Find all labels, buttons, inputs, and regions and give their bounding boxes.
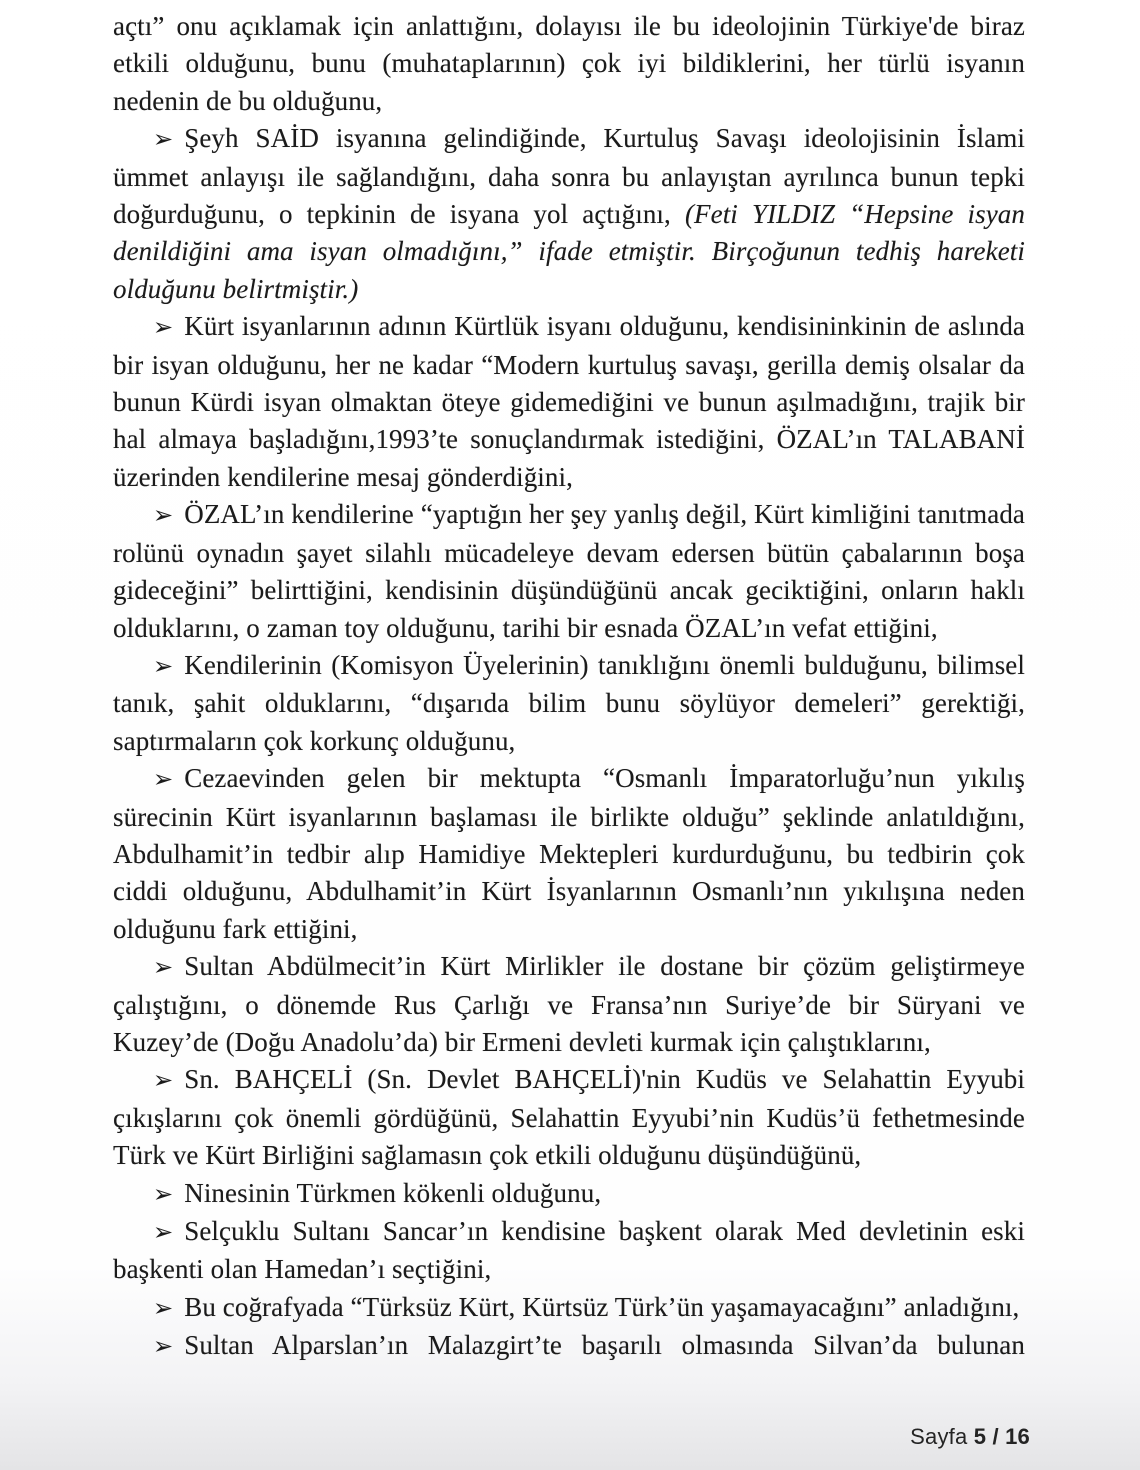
paragraph-text: Kürt isyanlarının adının Kürtlük isyanı olduğunu, kendisininkinin de aslında bir isyan olduğunu, her ne kadar “Modern kurtuluş savaşı, gerilla demiş olsalar da bunun Kürdi isyan olmaktan öteye gidemediğini ve bunun aşılmadığını, trajik bir hal almaya başladığını,1993’te sonuçlandırmak istediğini, ÖZAL’ın TALABANİ üzerinden kendilerine mesaj gönderdiğini, (113, 311, 1025, 492)
arrowhead-bullet-icon: ➢ (153, 1293, 174, 1322)
page-number: 5 / 16 (973, 1424, 1030, 1449)
paragraph-continuation (113, 8, 1025, 120)
paragraph-text: Ninesinin Türkmen kökenli olduğunu, (184, 1177, 602, 1208)
bullet-paragraph (113, 1289, 1025, 1327)
bullet-paragraph (113, 496, 1025, 647)
paragraph-text: Sultan Alparslan’ın Malazgirt’te başarılı olmasında Silvan’da bulunan (184, 1330, 1025, 1361)
arrowhead-bullet-icon: ➢ (153, 953, 174, 982)
page-footer-label: Sayfa (910, 1424, 968, 1449)
paragraph-text: Cezaevinden gelen bir mektupta “Osmanlı İmparatorluğu’nun yıkılış sürecinin Kürt isyanlarının başlaması ile birlikte olduğu” şeklinde anlatıldığını, Abdulhamit’in tedbir alıp Hamidiye Mektepleri kurdurduğunu, bu tedbirin çok ciddi olduğunu, Abdulhamit’in Kürt İsyanlarının Osmanlı’nın yıkılışına neden olduğunu fark ettiğini, (113, 763, 1025, 944)
paragraph-italic-note: (Feti YILDIZ “Hepsine isyan denildiğini ama isyan olmadığını,” ifade etmiştir. Birçoğunun tedhiş hareketi olduğunu belirtmiştir.) (113, 199, 1025, 304)
bullet-paragraph (113, 647, 1025, 760)
paragraph-text: Şeyh SAİD isyanına gelindiğinde, Kurtuluş Savaşı ideolojisinin İslami ümmet anlayışı ile sağlandığını, daha sonra bu anlayıştan ayrılınca bunun tepki doğurduğunu, o tepkinin de isyana yol açtığını, (113, 123, 1025, 230)
paragraph-text: Bu coğrafyada “Türksüz Kürt, Kürtsüz Türk’ün yaşamayacağını” anladığını, (184, 1291, 1020, 1322)
paragraph-text: Selçuklu Sultanı Sancar’ın kendisine başkent olarak Med devletinin eski başkenti olan Hamedan’ı seçtiğini, (113, 1216, 1025, 1285)
bullet-paragraph (113, 120, 1025, 308)
paragraph-text: Kendilerinin (Komisyon Üyelerinin) tanıklığını önemli bulduğunu, bilimsel tanık, şahit olduklarını, “dışarıda bilim bunu söylüyor demeleri” gerektiği, saptırmaların çok korkunç olduğunu, (113, 649, 1025, 756)
arrowhead-bullet-icon: ➢ (153, 765, 174, 794)
bullet-paragraph (113, 308, 1025, 496)
bullet-paragraph (113, 1175, 1025, 1213)
paragraph-text: Sultan Abdülmecit’in Kürt Mirlikler ile dostane bir çözüm geliştirmeye çalıştığını, o dönemde Rus Çarlığı ve Fransa’nın Suriye’de bir Süryani ve Kuzey’de (Doğu Anadolu’da) bir Ermeni devleti kurmak için çalıştıklarını, (113, 951, 1025, 1057)
arrowhead-bullet-icon: ➢ (153, 1332, 174, 1361)
arrowhead-bullet-icon: ➢ (153, 313, 174, 342)
bullet-paragraph (113, 760, 1025, 948)
arrowhead-bullet-icon: ➢ (153, 651, 174, 680)
arrowhead-bullet-icon: ➢ (153, 125, 174, 154)
bullet-paragraph (113, 1061, 1025, 1174)
paragraph-text: açtı” onu açıklamak için anlattığını, dolayısı ile bu ideolojinin Türkiye'de biraz etkili olduğunu, bunu (muhataplarının) çok iyi bildiklerini, her türlü isyanın nedenin de bu olduğunu, (113, 11, 1025, 116)
arrowhead-bullet-icon: ➢ (153, 501, 174, 530)
paragraph-text: ÖZAL’ın kendilerine “yaptığın her şey yanlış değil, Kürt kimliğini tanıtmada rolünü oynadın şayet silahlı mücadeleye devam edersen bütün çabalarının boşa gideceğini” belirttiğini, kendisinin düşündüğünü ancak geciktiğini, onların haklı olduklarını, o zaman toy olduğunu, tarihi bir esnada ÖZAL’ın vefat ettiğini, (113, 499, 1025, 643)
page-footer (910, 1424, 1030, 1450)
bullet-paragraph (113, 1213, 1025, 1289)
bullet-paragraph (113, 948, 1025, 1061)
arrowhead-bullet-icon: ➢ (153, 1179, 174, 1208)
arrowhead-bullet-icon: ➢ (153, 1066, 174, 1095)
arrowhead-bullet-icon: ➢ (153, 1218, 174, 1246)
document-page (113, 8, 1025, 1366)
paragraph-text: Sn. BAHÇELİ (Sn. Devlet BAHÇELİ)'nin Kudüs ve Selahattin Eyyubi çıkışlarını çok önemli gördüğünü, Selahattin Eyyubi’nin Kudüs’ü fethetmesinde Türk ve Kürt Birliğini sağlamasın çok etkili olduğunu düşündüğünü, (113, 1064, 1025, 1171)
bullet-paragraph (113, 1327, 1025, 1365)
